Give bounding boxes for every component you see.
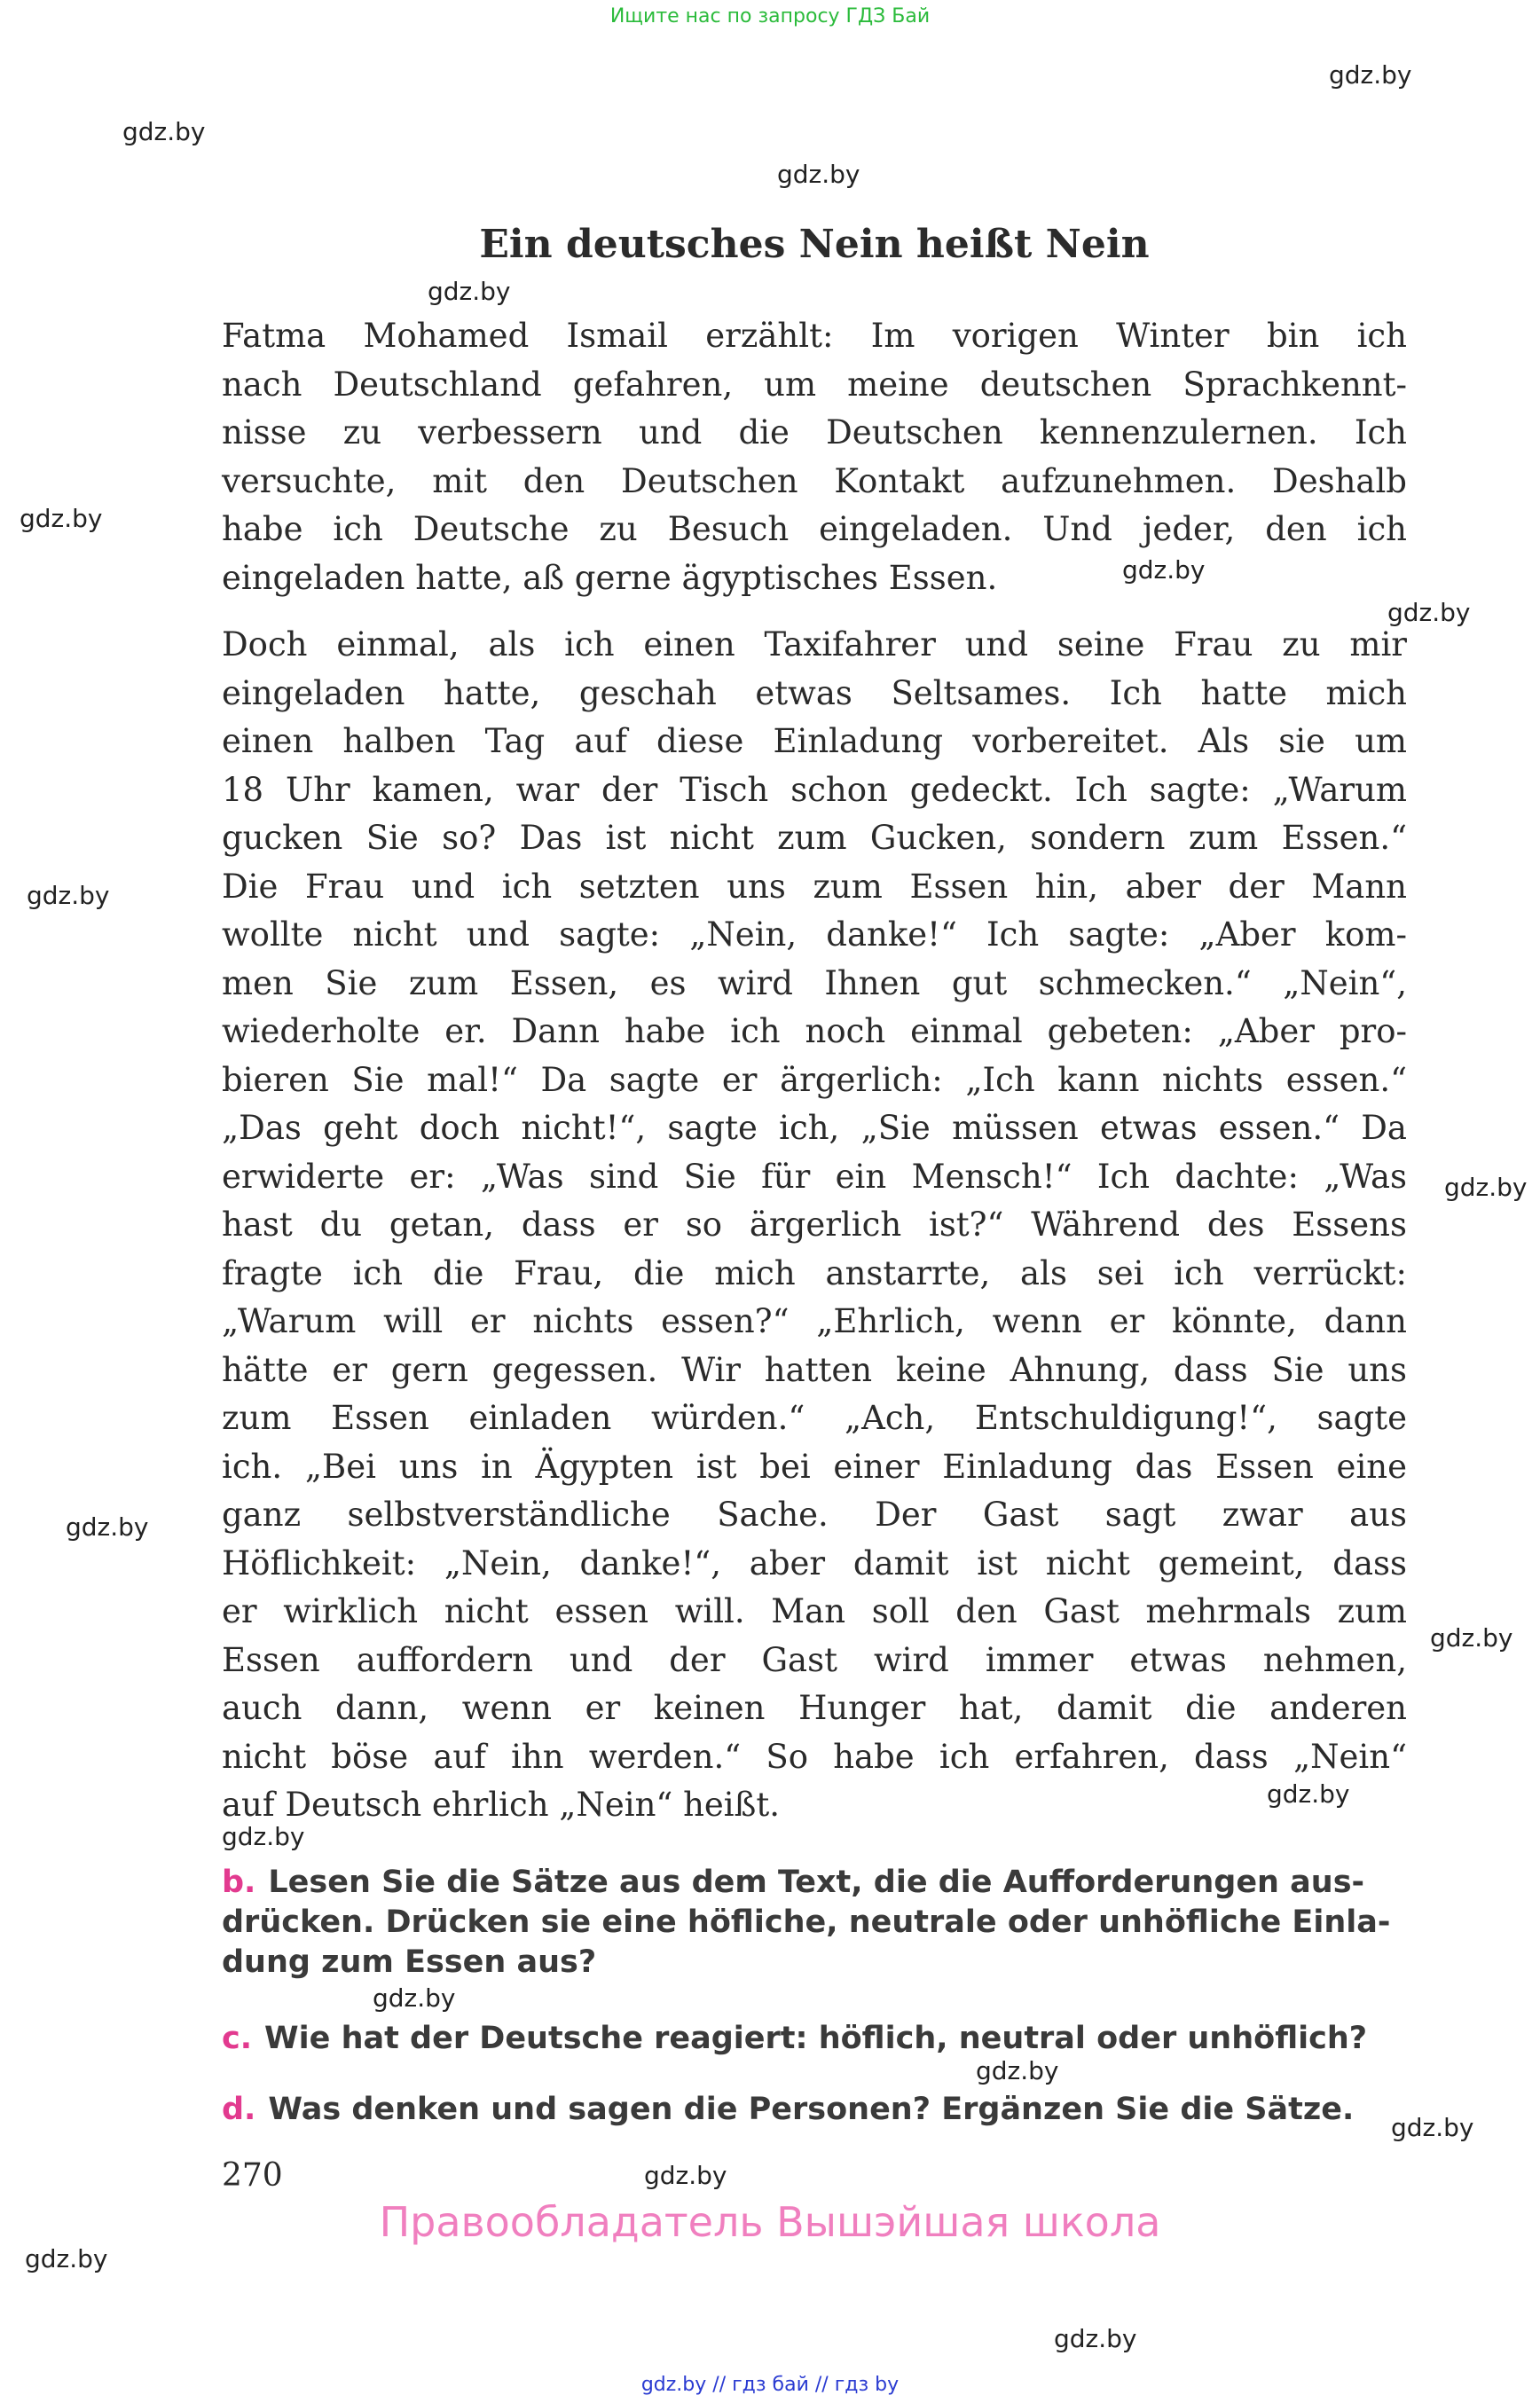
watermark: gdz.by [1122,555,1206,585]
text-line: hast du getan, dass er so ärgerlich ist?“ Während des Essens [222,1205,1407,1244]
text-line: bieren Sie mal!“ Da sagte er ärgerlich: „Ich kann nichts essen.“ [222,1060,1407,1099]
text-line: nach Deutschland gefahren, um meine deutschen Sprachkennt- [222,365,1407,404]
text-line: „Das geht doch nicht!“, sagte ich, „Sie müssen etwas essen.“ Da [222,1109,1407,1147]
text-line: Die Frau und ich setzten uns zum Essen hin, aber der Mann [222,867,1407,906]
watermark: gdz.by [1267,1779,1350,1809]
text-line: 18 Uhr kamen, war der Tisch schon gedeckt. Ich sagte: „Warum [222,770,1407,809]
watermark: gdz.by [1430,1623,1513,1653]
task-text: Was denken und sagen die Personen? Ergänzen Sie die Sätze. [268,2092,1355,2127]
task-line [222,2090,1407,2130]
text-line: hätte er gern gegessen. Wir hatten keine Ahnung, dass Sie uns [222,1350,1407,1389]
task-letter: c. [222,2021,253,2056]
text-line: „Warum will er nichts essen?“ „Ehrlich, wenn er könnte, dann [222,1302,1407,1340]
rights-holder: Правообладатель Вышэйшая школа [379,2198,1161,2246]
watermark: gdz.by [976,2056,1059,2085]
page-title: Ein deutsches Nein heißt Nein [479,222,1150,267]
text-line: wollte nicht und sagte: „Nein, danke!“ Ich sagte: „Aber kom- [222,915,1407,954]
text-line: erwiderte er: „Was sind Sie für ein Mensch!“ Ich dachte: „Was [222,1157,1407,1196]
text-line: auf Deutsch ehrlich „Nein“ heißt. [222,1786,780,1824]
text-line: auch dann, wenn er keinen Hunger hat, damit die anderen [222,1689,1407,1727]
task-d [222,2090,1407,2130]
top-banner: Ищите нас по запросу ГДЗ Бай [609,5,931,27]
task-text: Lesen Sie die Sätze aus dem Text, die die Aufforderungen aus- [268,1865,1365,1900]
text-line: einen halben Tag auf diese Einladung vorbereitet. Als sie um [222,722,1407,760]
task-c [222,2019,1407,2059]
watermark: gdz.by [66,1512,149,1542]
task-line [222,1863,1407,1903]
task-line: dung zum Essen aus? [222,1944,597,1980]
text-line: ganz selbstverständliche Sache. Der Gast sagt zwar aus [222,1496,1407,1534]
watermark: gdz.by [1329,60,1412,90]
watermark: gdz.by [27,881,110,910]
task-line [222,2019,1407,2059]
text-line: wiederholte er. Dann habe ich noch einmal gebeten: „Aber pro- [222,1012,1407,1050]
footer-links[interactable]: gdz.by // гдз бай // гдз by [640,2374,900,2396]
watermark: gdz.by [222,1822,305,1851]
watermark: gdz.by [20,504,103,533]
watermark: gdz.by [1054,2324,1137,2353]
task-letter: d. [222,2092,256,2127]
watermark: gdz.by [373,1983,456,2013]
watermark: gdz.by [644,2161,727,2190]
text-line: versuchte, mit den Deutschen Kontakt aufzunehmen. Deshalb [222,461,1407,500]
text-line: fragte ich die Frau, die mich anstarrte, als sei ich verrückt: [222,1253,1407,1292]
text-line: men Sie zum Essen, es wird Ihnen gut schmecken.“ „Nein“, [222,963,1407,1002]
watermark: gdz.by [1387,598,1471,627]
watermark: gdz.by [777,160,860,189]
page-number: 270 [222,2157,283,2194]
watermark: gdz.by [122,117,206,146]
text-line: nisse zu verbessern und die Deutschen kennenzulernen. Ich [222,413,1407,452]
text-line: habe ich Deutsche zu Besuch eingeladen. Und jeder, den ich [222,510,1407,548]
watermark: gdz.by [1391,2113,1474,2142]
task-b [222,1863,1407,1983]
watermark: gdz.by [428,277,511,306]
task-letter: b. [222,1865,256,1900]
task-text: Wie hat der Deutsche reagiert: höflich, neutral oder unhöflich? [264,2021,1368,2056]
story-paragraph-2 [222,621,1407,1830]
story-paragraph-1 [222,312,1407,602]
text-line: Essen auffordern und der Gast wird immer etwas nehmen, [222,1640,1407,1679]
task-line: drücken. Drücken sie eine höfliche, neutrale oder unhöfliche Einla- [222,1904,1391,1940]
text-line: eingeladen hatte, aß gerne ägyptisches Essen. [222,558,998,597]
text-line: Höflichkeit: „Nein, danke!“, aber damit ist nicht gemeint, dass [222,1543,1407,1582]
text-line: nicht böse auf ihn werden.“ So habe ich erfahren, dass „Nein“ [222,1737,1407,1776]
text-line: er wirklich nicht essen will. Man soll den Gast mehrmals zum [222,1592,1407,1630]
text-line: zum Essen einladen würden.“ „Ach, Entschuldigung!“, sagte [222,1399,1407,1437]
watermark: gdz.by [25,2244,108,2273]
text-line: Doch einmal, als ich einen Taxifahrer und seine Frau zu mir [222,625,1407,664]
text-line: ich. „Bei uns in Ägypten ist bei einer Einladung das Essen eine [222,1447,1407,1486]
text-line: eingeladen hatte, geschah etwas Seltsames. Ich hatte mich [222,673,1407,712]
watermark: gdz.by [1444,1173,1528,1202]
text-line: gucken Sie so? Das ist nicht zum Gucken, sondern zum Essen.“ [222,819,1407,857]
text-line: Fatma Mohamed Ismail erzählt: Im vorigen Winter bin ich [222,317,1407,355]
